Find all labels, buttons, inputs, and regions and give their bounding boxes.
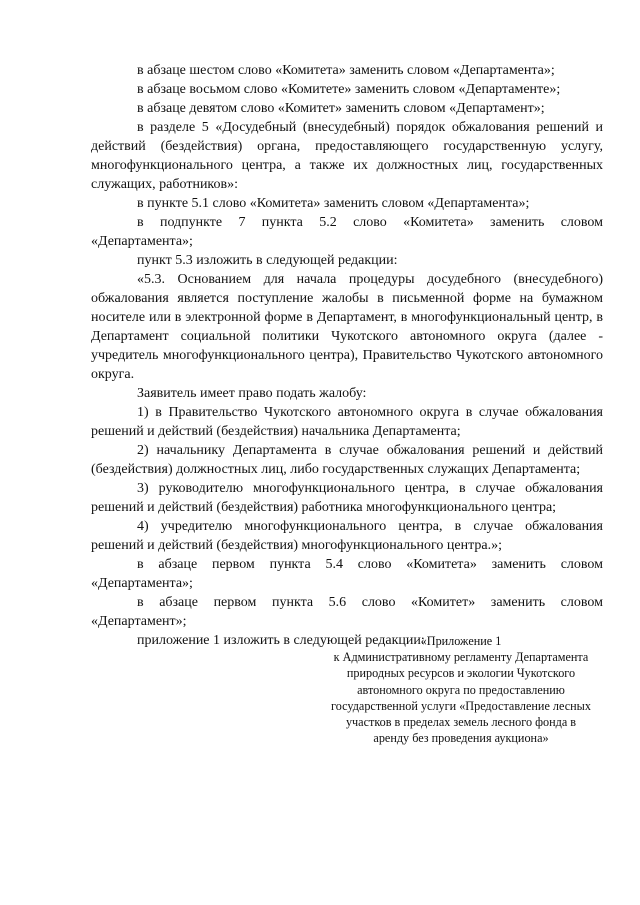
paragraph-9: Заявитель имеет право подать жалобу: — [137, 386, 367, 401]
document-body — [91, 61, 603, 650]
appendix-line-1: «Приложение 1 — [420, 634, 502, 648]
paragraph-15: в абзаце первом пункта 5.6 слово «Комитет» заменить словом «Департамент»; — [91, 595, 603, 629]
paragraph-5: в пункте 5.1 слово «Комитета» заменить словом «Департамента»; — [137, 196, 530, 211]
paragraph-6: в подпункте 7 пункта 5.2 слово «Комитета» заменить словом «Департамента»; — [91, 215, 603, 249]
paragraph-2: в абзаце восьмом слово «Комитете» заменить словом «Департаменте»; — [137, 82, 561, 97]
appendix-line-6: участков в пределах земель лесного фонда в — [345, 715, 577, 730]
appendix-line-2: к Административному регламенту Департамента — [333, 650, 589, 665]
paragraph-13: 4) учредителю многофункционального центра, в случае обжалования решений и действий (бездействия) многофункционального центра.»; — [91, 519, 603, 553]
paragraph-14: в абзаце первом пункта 5.4 слово «Комитета» заменить словом «Департамента»; — [91, 557, 603, 591]
paragraph-7: пункт 5.3 изложить в следующей редакции: — [137, 253, 398, 268]
paragraph-10: 1) в Правительство Чукотского автономного округа в случае обжалования решений и действий (бездействия) начальника Департамента; — [91, 405, 603, 439]
paragraph-3: в абзаце девятом слово «Комитет» заменить словом «Департамент»; — [137, 101, 545, 116]
paragraph-4: в разделе 5 «Досудебный (внесудебный) порядок обжалования решений и действий (бездействия) органа, предоставляющего государственную услугу, многофункционального центра, а также их должностных лиц, государственных служащих, работников»: — [91, 120, 603, 192]
paragraph-12: 3) руководителю многофункционального центра, в случае обжалования решений и действий (бездействия) работника многофункционального центра; — [91, 481, 603, 515]
paragraph-16: приложение 1 изложить в следующей редакции: — [137, 633, 425, 648]
appendix-line-7: аренду без проведения аукциона» — [373, 731, 549, 746]
appendix-line-5: государственной услуги «Предоставление лесных — [331, 698, 591, 713]
paragraph-8: «5.3. Основанием для начала процедуры досудебного (внесудебного) обжалования является поступление жалобы в письменной форме на бумажном носителе или в электронной форме в Департамент, в многофункциональный центр, в Департамент социальной политики Чукотского автономного округа (далее - учредитель многофункционального центра), Правительство Чукотского автономного округа. — [91, 272, 603, 382]
paragraph-11: 2) начальнику Департамента в случае обжалования решений и действий (бездействия) должностных лиц, либо государственных служащих Департамента; — [91, 443, 603, 477]
appendix-line-3: природных ресурсов и экологии Чукотского — [346, 666, 576, 681]
paragraph-1: в абзаце шестом слово «Комитета» заменить словом «Департамента»; — [137, 63, 555, 78]
appendix-header — [316, 633, 606, 746]
appendix-line-4: автономного округа по предоставлению — [357, 682, 565, 697]
